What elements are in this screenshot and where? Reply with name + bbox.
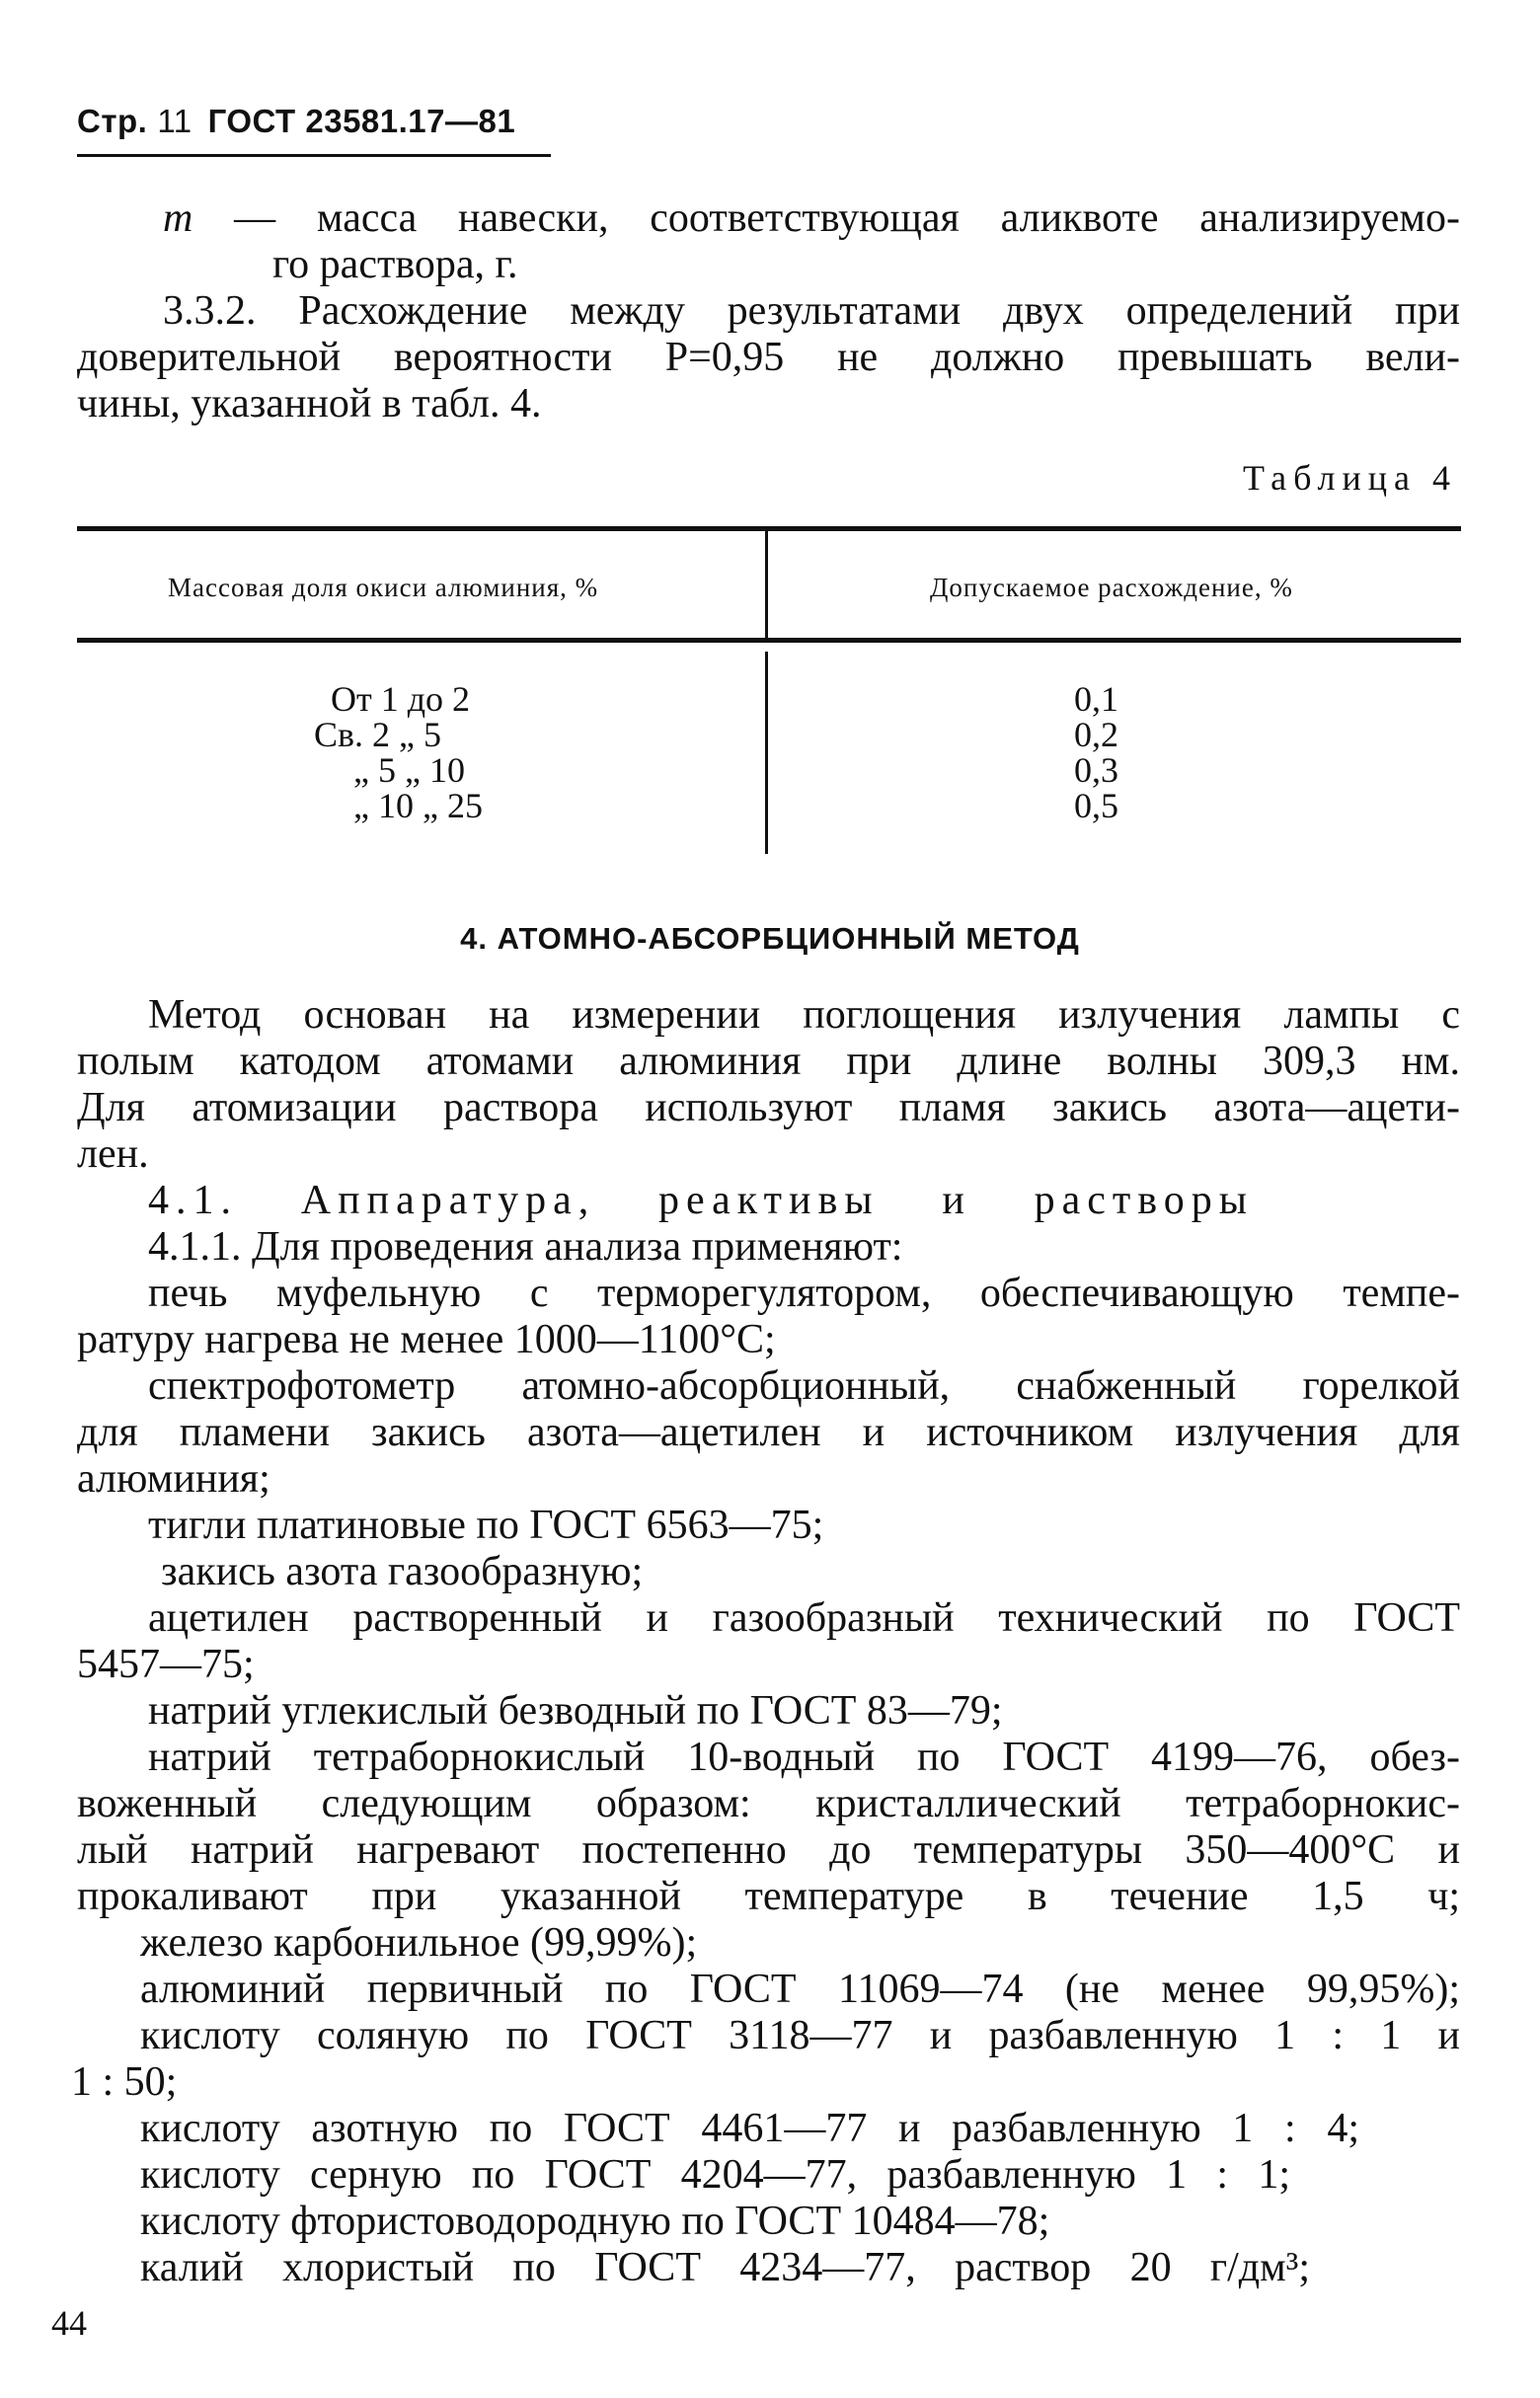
table-cell-range: „ 10 „ 25: [353, 786, 483, 825]
body-line: кислоту серную по ГОСТ 4204—77, разбавленную 1 : 1;: [140, 2152, 1290, 2198]
col-header-mass-fraction: Массовая доля окиси алюминия, %: [168, 573, 599, 602]
body-line: 5457—75;: [77, 1642, 255, 1687]
body-line: кислоту азотную по ГОСТ 4461—77 и разбавленную 1 : 4;: [140, 2106, 1359, 2151]
table-top-rule: [77, 526, 1461, 531]
table-caption: Таблица 4: [1243, 458, 1457, 498]
table-cell-value: 0,2: [1074, 715, 1118, 754]
body-line: воженный следующим образом: кристаллический тетраборнокис-: [77, 1781, 1460, 1826]
body-line: Метод основан на измерении поглощения излучения лампы с: [148, 992, 1460, 1038]
body-line: натрий тетраборнокислый 10-водный по ГОСТ 4199—76, обез-: [148, 1735, 1460, 1780]
body-line: закись азота газообразную;: [161, 1549, 644, 1594]
page-num: 11: [157, 103, 192, 139]
body-line: натрий углекислый безводный по ГОСТ 83—79;: [148, 1688, 1003, 1734]
body-line: алюминий первичный по ГОСТ 11069—74 (не менее 99,95%);: [140, 1967, 1460, 2012]
var-symbol: m: [163, 195, 193, 241]
clause-line-3: чины, указанной в табл. 4.: [77, 381, 542, 426]
body-line: 1 : 50;: [71, 2059, 178, 2105]
page-number: 44: [51, 2303, 87, 2343]
body-line: 4.1.1. Для проведения анализа применяют:: [148, 1224, 903, 1270]
body-line: железо карбонильное (99,99%);: [140, 1920, 698, 1966]
body-line: спектрофотометр атомно-абсорбционный, снабженный горелкой: [148, 1363, 1460, 1409]
body-line: ацетилен растворенный и газообразный технический по ГОСТ: [148, 1595, 1460, 1641]
running-head: [77, 103, 515, 140]
body-line: полым катодом атомами алюминия при длине волны 309,3 нм.: [77, 1039, 1460, 1084]
body-line: для пламени закись азота—ацетилен и источником излучения для: [77, 1410, 1460, 1455]
table-body-divider: [765, 652, 768, 854]
body-line: Для атомизации раствора используют пламя закись азота—ацети-: [77, 1085, 1460, 1130]
body-line: тигли платиновые по ГОСТ 6563—75;: [148, 1503, 824, 1548]
table-cell-value: 0,1: [1074, 679, 1118, 719]
table-cell-value: 0,5: [1074, 786, 1118, 825]
table-header-rule: [77, 638, 1461, 643]
table-cell-range: От 1 до 2: [331, 679, 471, 719]
table-cell-range: „ 5 „ 10: [353, 750, 465, 790]
clause-line-2: доверительной вероятности P=0,95 не должно превышать вели-: [77, 335, 1460, 380]
subsection-heading: 4.1. Аппаратура, реактивы и растворы: [148, 1178, 1254, 1223]
table-cell-value: 0,3: [1074, 750, 1118, 790]
body-line: кислоту соляную по ГОСТ 3118—77 и разбавленную 1 : 1 и: [140, 2013, 1460, 2058]
page-word: Стр.: [77, 103, 148, 139]
body-line: печь муфельную с терморегулятором, обеспечивающую темпе-: [148, 1271, 1460, 1316]
section-heading: 4. АТОМНО-АБСОРБЦИОННЫЙ МЕТОД: [460, 921, 1080, 956]
standard-number: ГОСТ 23581.17—81: [207, 103, 516, 139]
body-line: лен.: [77, 1131, 149, 1177]
table-header-divider: [765, 531, 768, 638]
body-line: алюминия;: [77, 1456, 270, 1502]
body-line: лый натрий нагревают постепенно до температуры 350—400°С и: [77, 1827, 1460, 1873]
body-line: кислоту фтористоводородную по ГОСТ 10484—78;: [140, 2199, 1050, 2244]
col-header-tolerance: Допускаемое расхождение, %: [930, 573, 1293, 602]
header-rule: [77, 154, 551, 157]
var-definition-line-2: го раствора, г.: [272, 242, 518, 287]
body-line: ратуру нагрева не менее 1000—1100°С;: [77, 1317, 776, 1362]
body-line: калий хлористый по ГОСТ 4234—77, раствор 20 г/дм³;: [140, 2245, 1310, 2290]
clause-line-1: 3.3.2. Расхождение между результатами двух определений при: [163, 288, 1460, 334]
body-line: прокаливают при указанной температуре в течение 1,5 ч;: [77, 1874, 1460, 1919]
var-definition-line-1: m — масса навески, соответствующая аликвоте анализируемо-: [163, 195, 1460, 241]
table-cell-range: Св. 2 „ 5: [314, 715, 441, 754]
